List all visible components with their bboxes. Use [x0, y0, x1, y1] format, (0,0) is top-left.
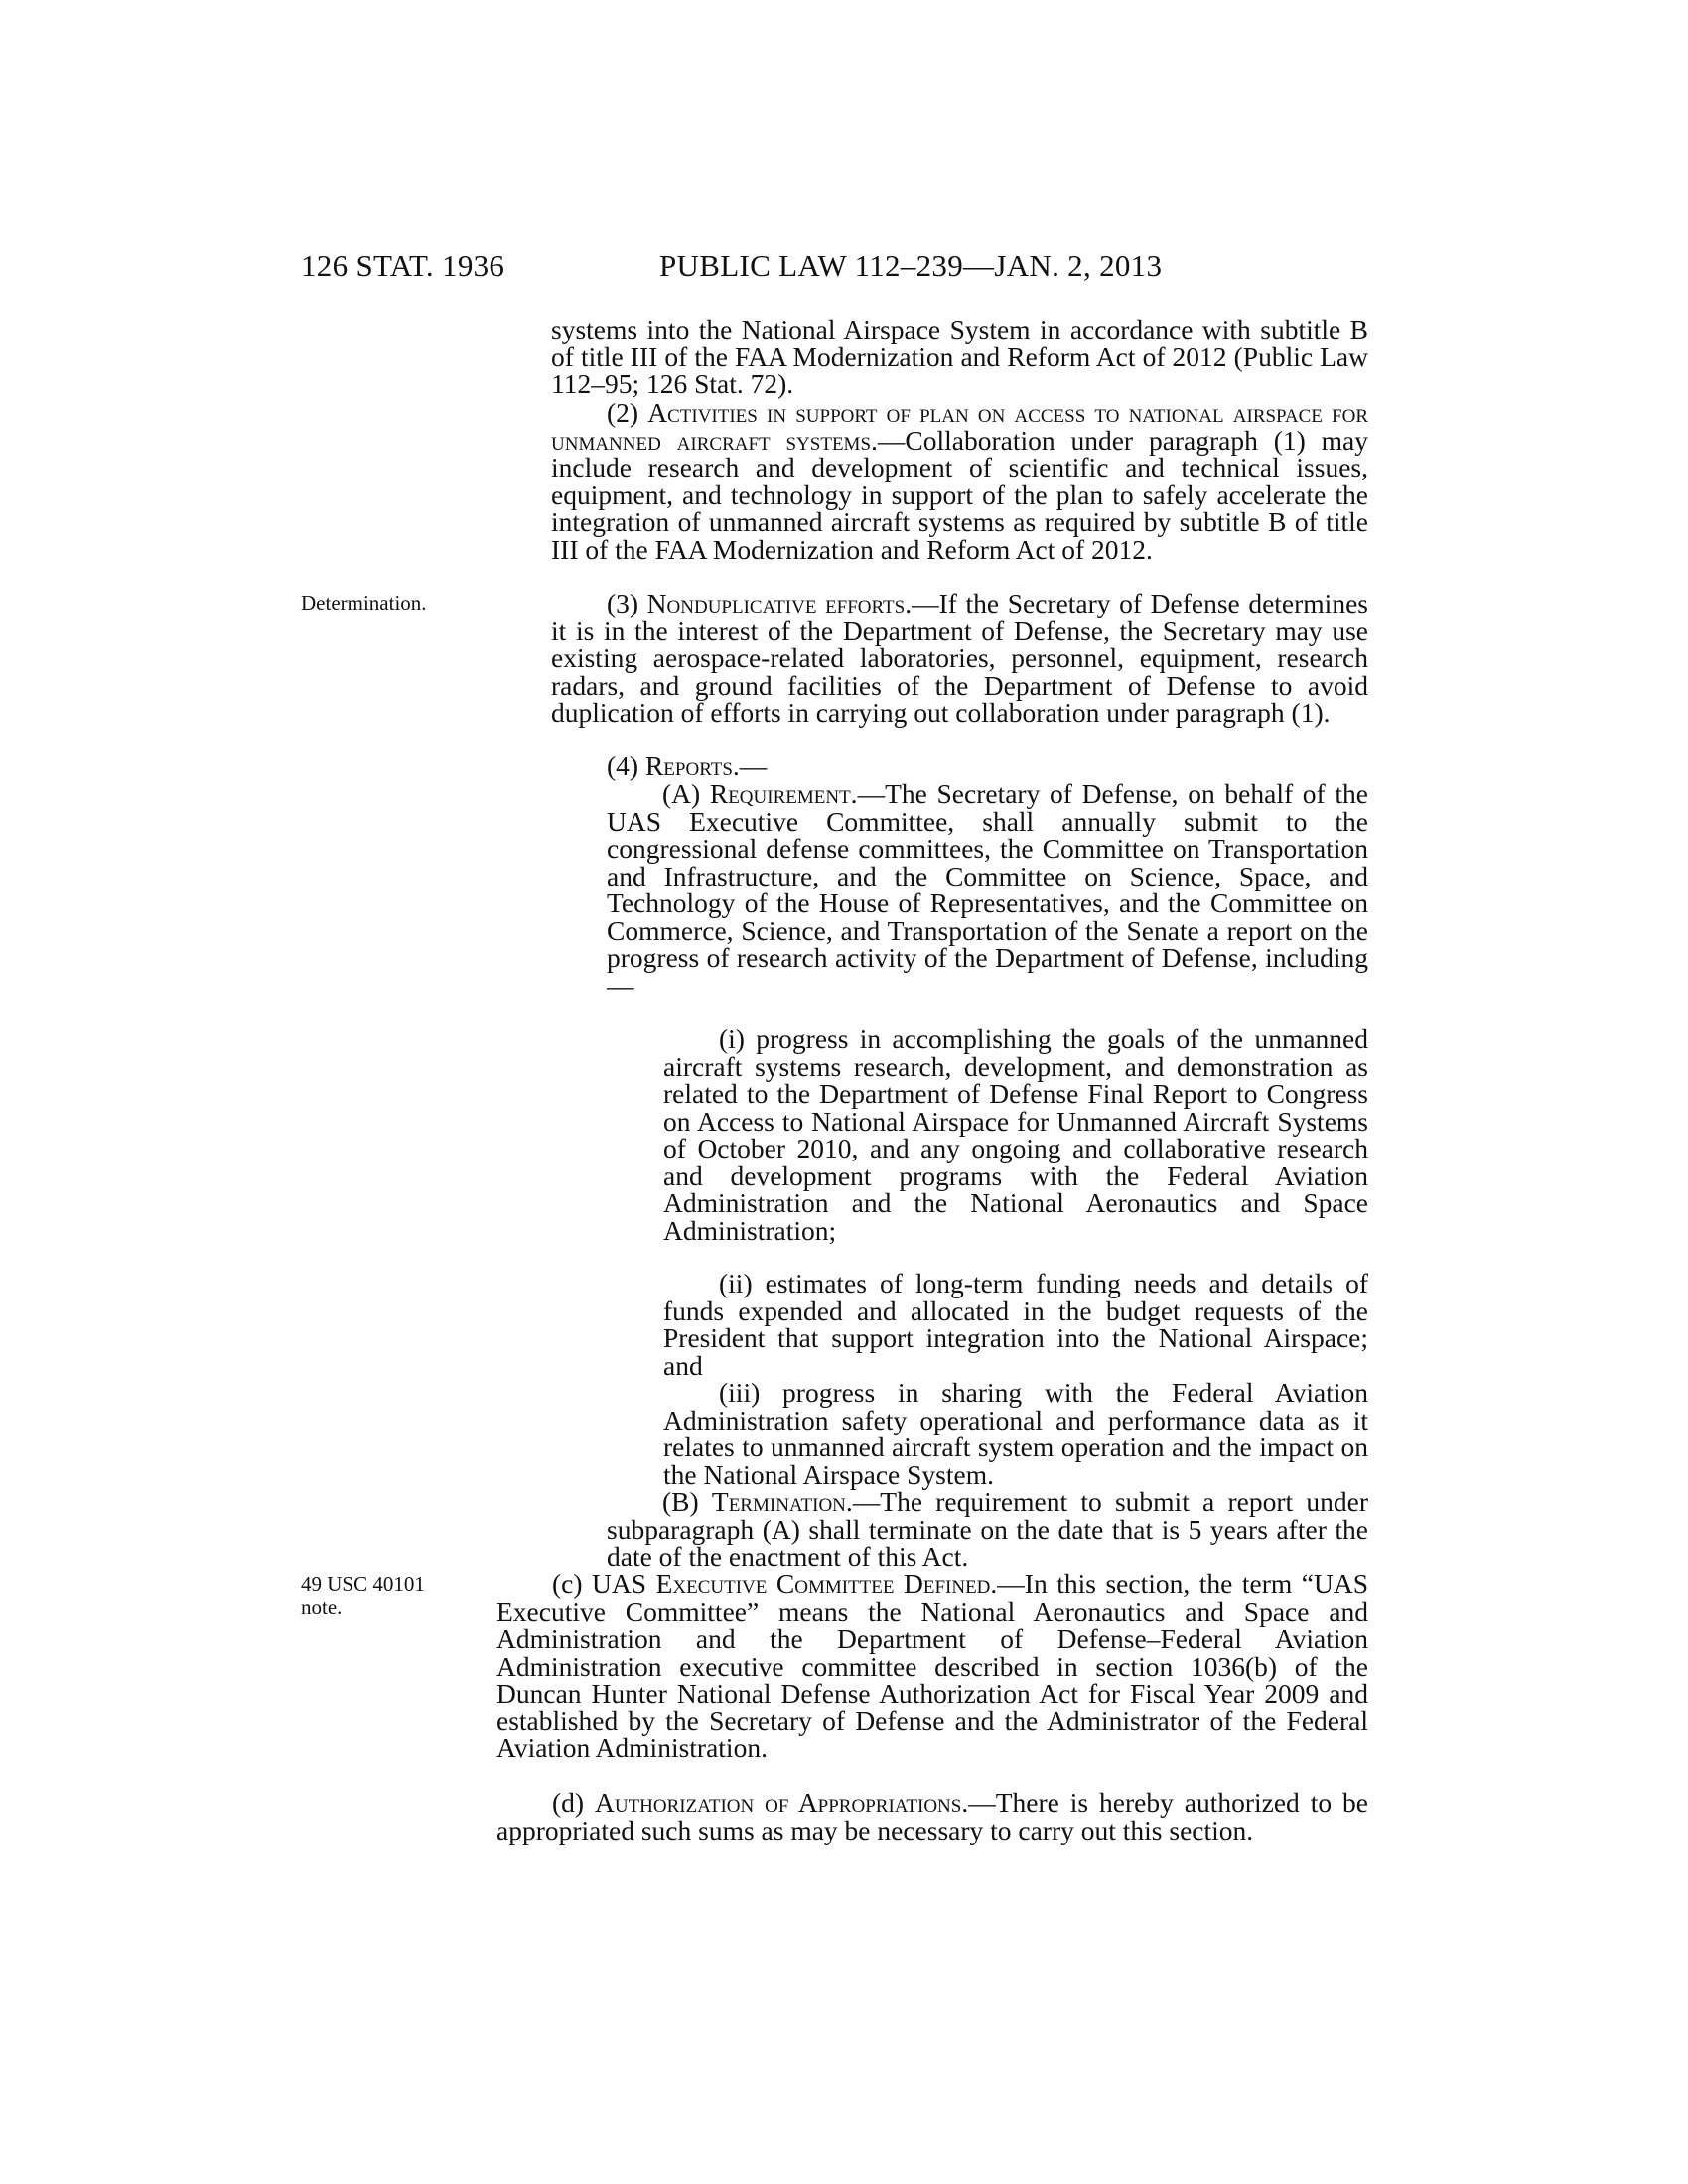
subsection-d-heading: Authorization of Appropriations. — [594, 1787, 969, 1818]
subsection-d-text — [496, 1789, 1368, 1843]
margin-note-determination: Determination. — [301, 591, 427, 614]
paragraph-3-number: (3) — [607, 588, 647, 618]
clause-ii — [663, 1270, 1368, 1379]
clause-i-text: (i) progress in accomplishing the goals of the unmanned aircraft systems research, development, and demonstration as related to the Department of Defense Final Report to Congress on Access to National Airspace for Unmanned Aircraft Systems of October 2010, and any ongoing and collaborative research and development programs with the Federal Aviation Administration and the National Aeronautics and Space Administration; — [663, 1024, 1368, 1246]
subsection-c — [496, 1570, 1368, 1762]
subparagraph-A-text — [607, 780, 1368, 999]
subsection-d — [496, 1789, 1368, 1843]
paragraph-intro-continuation — [551, 316, 1368, 398]
subsection-d-body: —There is hereby authorized to be appropriated such sums as may be necessary to carry out this section. — [496, 1787, 1368, 1845]
subparagraph-B — [607, 1488, 1368, 1570]
usc-reference: 49 USC 40101 — [301, 1572, 425, 1596]
paragraph-4-heading: Reports. — [644, 751, 740, 781]
subsection-c-number: (c) — [552, 1569, 593, 1599]
subparagraph-B-body: —The requirement to submit a report under subparagraph (A) shall terminate on the date that is 5 years after the date of the enactment of this Act. — [607, 1486, 1368, 1571]
paragraph-2 — [551, 399, 1368, 563]
subsection-c-body: —In this section, the term “UAS Executive Committee” means the National Aeronautics and Space and Administration and the Department of Defense–Federal Aviation Administration executive committee described in section 1036(b) of the Duncan Hunter National Defense Authorization Act for Fiscal Year 2009 and established by the Secretary of Defense and the Administrator of the Federal Aviation Administration. — [496, 1569, 1368, 1763]
subparagraph-A-number: (A) — [662, 778, 710, 809]
subparagraph-B-heading: Termination. — [711, 1486, 853, 1517]
paragraph-2-text — [551, 399, 1368, 563]
paragraph-2-number: (2) — [607, 397, 648, 428]
subparagraph-B-number: (B) — [662, 1486, 712, 1517]
stat-page-reference: 126 STAT. 1936 — [301, 248, 505, 283]
subparagraph-B-text — [607, 1488, 1368, 1570]
margin-note-usc-reference — [301, 1573, 425, 1619]
paragraph-3-heading: Nonduplicative efforts. — [646, 588, 913, 618]
subparagraph-A — [607, 780, 1368, 999]
subsection-c-heading: UAS Executive Committee Defined. — [592, 1569, 998, 1599]
paragraph-4-number: (4) — [607, 751, 645, 781]
subparagraph-A-body: —The Secretary of Defense, on behalf of the UAS Executive Committee, shall annually submit to the congressional defense committees, the Committee on Transportation and Infrastructure, and the Committee on Science, Space, and Technology of the House of Representatives, and the Committee on Commerce, Science, and Transportation of the Senate a report on the progress of research activity of the Department of Defense, including— — [607, 778, 1368, 1001]
clause-i — [663, 1025, 1368, 1244]
paragraph-3-body: —If the Secretary of Defense determines it is in the interest of the Department of Defense, the Secretary may use existing aerospace-related laboratories, personnel, equipment, research radars, and ground facilities of the Department of Defense to avoid duplication of efforts in carrying out collaboration under paragraph (1). — [551, 588, 1368, 728]
public-law-title: PUBLIC LAW 112–239—JAN. 2, 2013 — [659, 248, 1163, 283]
paragraph-3-text — [551, 590, 1368, 727]
paragraph-4-text — [551, 752, 1368, 780]
usc-note: note. — [301, 1595, 343, 1619]
intro-text: systems into the National Airspace System in accordance with subtitle B of title III of the FAA Modernization and Reform Act of 2012 (Public Law 112–95; 126 Stat. 72). — [551, 314, 1368, 399]
paragraph-3 — [551, 590, 1368, 727]
paragraph-4-body: — — [739, 751, 768, 781]
paragraph-4 — [551, 752, 1368, 780]
paragraph-2-heading: Activities in support of plan on access to national airspace for unmanned aircraft systems. — [551, 397, 1368, 456]
subsection-d-number: (d) — [552, 1787, 595, 1818]
subparagraph-A-heading: Requirement. — [709, 778, 858, 809]
clause-iii-text: (iii) progress in sharing with the Federal Aviation Administration safety operational and performance data as it relates to unmanned aircraft system operation and the impact on the National Airspace System. — [663, 1377, 1368, 1490]
paragraph-2-body: —Collaboration under paragraph (1) may include research and development of scientific and technical issues, equipment, and technology in support of the plan to safely accelerate the integration of unmanned aircraft systems as required by subtitle B of title III of the FAA Modernization and Reform Act of 2012. — [551, 424, 1368, 565]
clause-iii — [663, 1379, 1368, 1488]
subsection-c-text — [496, 1570, 1368, 1762]
clause-ii-text: (ii) estimates of long-term funding needs and details of funds expended and allocated in the budget requests of the President that support integration into the National Airspace; and — [663, 1268, 1368, 1381]
